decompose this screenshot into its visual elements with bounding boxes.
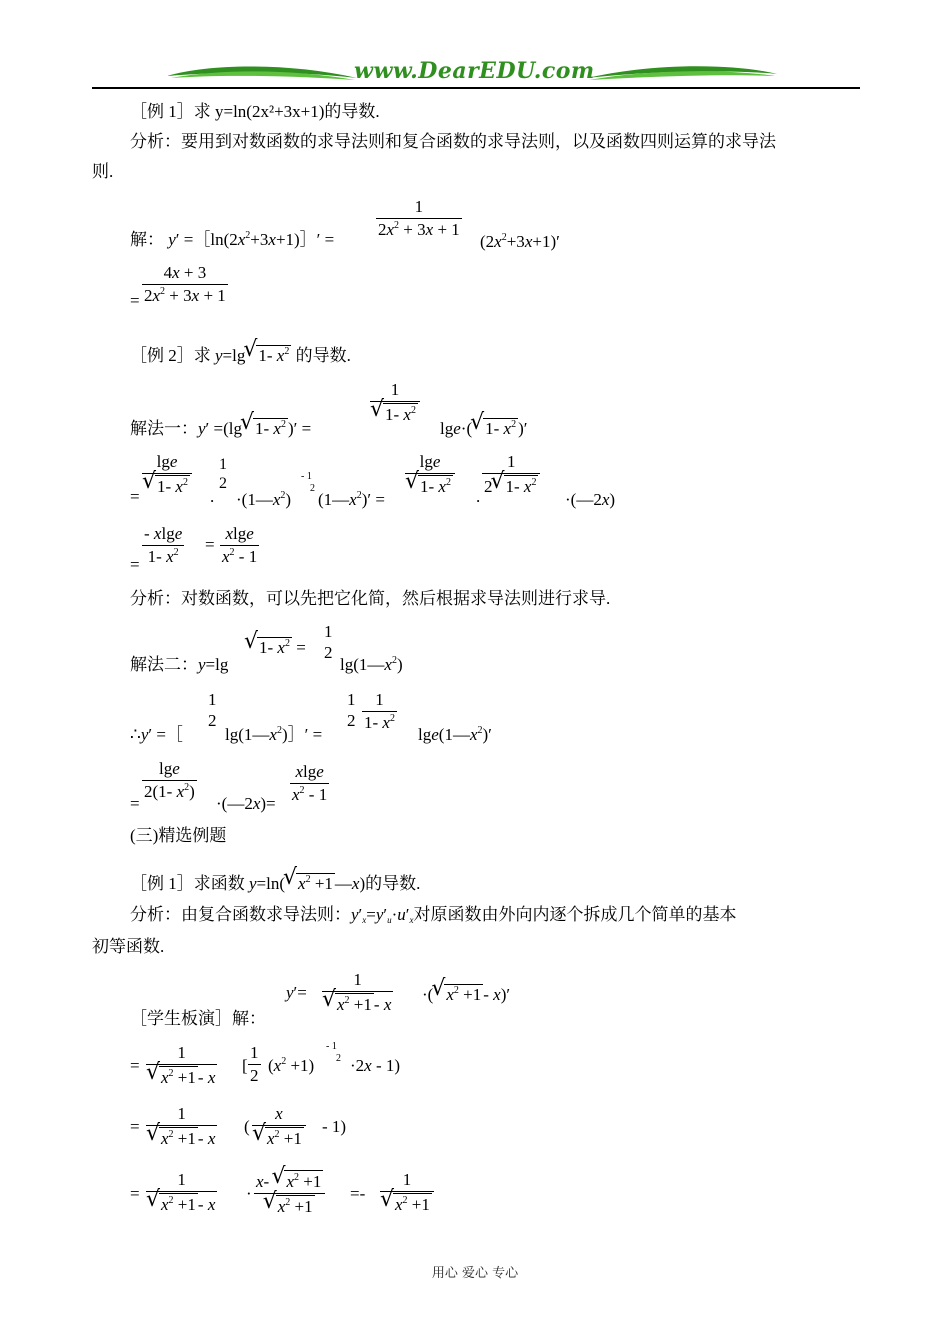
method-2-label: 解法二：	[130, 655, 198, 674]
math-fraction: 1 2	[324, 622, 333, 662]
example-3-analysis-line1: 分析：由复合函数求导法则：$y'_x=y'_u\cdot u'_x$对原函数由外向内逐个拆成几个简单的基本	[130, 905, 737, 925]
example-2-method-1-line1: 解法一：y′ =(lg√ 1- $x^2$ )′ =	[130, 418, 311, 437]
example-2-title-suffix: 的导数.	[291, 346, 351, 365]
example-3-title-prefix: ［例 1］求函数	[130, 874, 249, 893]
math-expression: =-	[350, 1184, 366, 1203]
math-expression: ·(√ $x^2 +1 - x)'$	[422, 984, 510, 1003]
example-3-title-suffix: 的导数.	[365, 874, 421, 893]
right-swoosh-graphic	[587, 62, 777, 86]
math-fraction: - xlge 1- $x^2$	[144, 524, 183, 566]
math-expression: =	[130, 555, 140, 574]
math-fraction: xlge $x^2 - 1$	[222, 524, 258, 566]
math-fraction: x- √ $x^2 +1$ √ $x^2 +1$	[254, 1170, 325, 1217]
math-expression: - 1	[326, 1041, 337, 1052]
math-fraction: x √ $x^2 +1$	[252, 1104, 306, 1149]
math-fraction: 1 2	[250, 1043, 259, 1085]
example-1-analysis-line1: 分析：要用到对数函数的求导法则和复合函数的求导法则，以及函数四则运算的求导法	[130, 132, 776, 151]
math-fraction: lge √ 1- $x^2$	[142, 452, 192, 497]
math-fraction: 1 1- $x^2$	[364, 690, 395, 732]
math-fraction: 1 √ $x^2 +1$	[380, 1170, 434, 1215]
math-fraction: lge 2(1- $x^2$)	[144, 759, 195, 801]
math-expression: - 1)	[322, 1117, 347, 1136]
example-2-method-2-line2: ∴y′ =［	[130, 725, 183, 744]
math-expression: $(2x^2+3x+1)'$	[480, 232, 560, 251]
math-expression: - 1	[301, 471, 312, 482]
math-fraction: 1 √ $x^2 +1 - x$	[146, 1170, 217, 1215]
math-expression: √ 1- $x^2$ =	[246, 637, 306, 656]
math-expression: $\lg(1—x^2)$	[340, 655, 403, 674]
example-1-analysis-line2: 则.	[92, 162, 114, 181]
method-1-label: 解法一：	[130, 419, 198, 438]
math-expression: y′=	[286, 983, 307, 1002]
math-expression: $y' =[\ln(2x^2+3x+1)]'$ =	[168, 230, 335, 249]
math-expression: .	[476, 487, 481, 506]
example-2-analysis: 分析：对数函数，可以先把它化简，然后根据求导法则进行求导.	[130, 589, 611, 608]
example-2-title: ［例 2］求 y=lg√ 1- $x^2$ 的导数.	[130, 345, 351, 364]
math-expression: =	[130, 291, 140, 310]
solution-label: 解：	[130, 230, 164, 249]
header-rule	[92, 87, 860, 89]
math-expression: ·	[246, 1184, 252, 1203]
section-3-title: (三)精选例题	[130, 826, 227, 845]
math-expression: $\cdot(1—x^2)$	[236, 490, 292, 509]
math-expression: (	[244, 1117, 250, 1136]
math-fraction: 1 2	[208, 690, 217, 730]
math-expression: =	[130, 1184, 140, 1203]
page-footer: 用心 爱心 专心	[431, 1266, 519, 1281]
math-fraction: xlge $x^2 - 1$	[292, 762, 328, 804]
math-fraction: 1 2	[347, 690, 356, 730]
site-name-logo: www.DearEDU.com	[354, 58, 595, 84]
math-expression: =	[130, 487, 140, 506]
math-fraction: 1 √ $x^2 +1 - x$	[322, 970, 393, 1015]
math-expression: ·(—2x)=	[216, 794, 276, 813]
math-expression: =	[205, 535, 215, 554]
math-expression: =	[130, 1056, 140, 1075]
example-1-solution-line1	[130, 231, 334, 248]
math-expression: 2	[310, 483, 315, 494]
math-expression: .	[210, 487, 215, 506]
example-3-title: ［例 1］求函数 y=ln(√ $x^2 +1$ —x)的导数.	[130, 873, 420, 892]
left-swoosh-graphic	[167, 62, 357, 86]
math-expression: ·(—2x)	[565, 490, 616, 509]
example-3-board-label: ［学生板演］解：	[130, 1009, 266, 1028]
math-expression: [	[242, 1056, 248, 1075]
math-fraction: 1 √ $x^2 +1 - x$	[146, 1043, 217, 1088]
math-expression: $(1—x^2)'$ =	[318, 490, 385, 509]
math-fraction: 1 $2x^2 + 3x + 1$	[378, 197, 460, 239]
math-expression: =	[130, 794, 140, 813]
example-2-method-2-line1: 解法二：y=lg	[130, 655, 229, 674]
example-3-analysis-line2: 初等函数.	[92, 937, 165, 956]
example-2-title-prefix: ［例 2］求	[130, 346, 215, 365]
site-header	[92, 52, 860, 98]
analysis-prefix: 分析：由复合函数求导法则：	[130, 905, 351, 924]
math-expression: =	[130, 1117, 140, 1136]
math-expression: lge·(√ 1- $x^2$ )′	[440, 418, 527, 437]
math-expression: $\lg e(1—x^2)'$	[418, 725, 492, 744]
math-expression: ·2x - 1)	[350, 1056, 401, 1075]
math-fraction: 1 2√ 1- $x^2$	[482, 452, 540, 497]
analysis-suffix: 对原函数由外向内逐个拆成几个简单的基本	[413, 905, 737, 924]
math-fraction: lge √ 1- $x^2$	[405, 452, 455, 497]
example-1-title: ［例 1］求 y=ln(2x²+3x+1)的导数.	[130, 102, 380, 121]
math-fraction: 1 √ 1- $x^2$	[370, 380, 420, 425]
math-fraction: 1 2	[219, 456, 227, 492]
math-fraction: 1 √ $x^2 +1 - x$	[146, 1104, 217, 1149]
math-expression: $\lg(1—x^2)]'$ =	[225, 725, 323, 744]
math-expression: 2	[336, 1053, 341, 1064]
math-expression: $(x^2 +1)$	[268, 1056, 315, 1075]
math-fraction: 4x + 3 $2x^2 + 3x + 1$	[144, 263, 226, 305]
